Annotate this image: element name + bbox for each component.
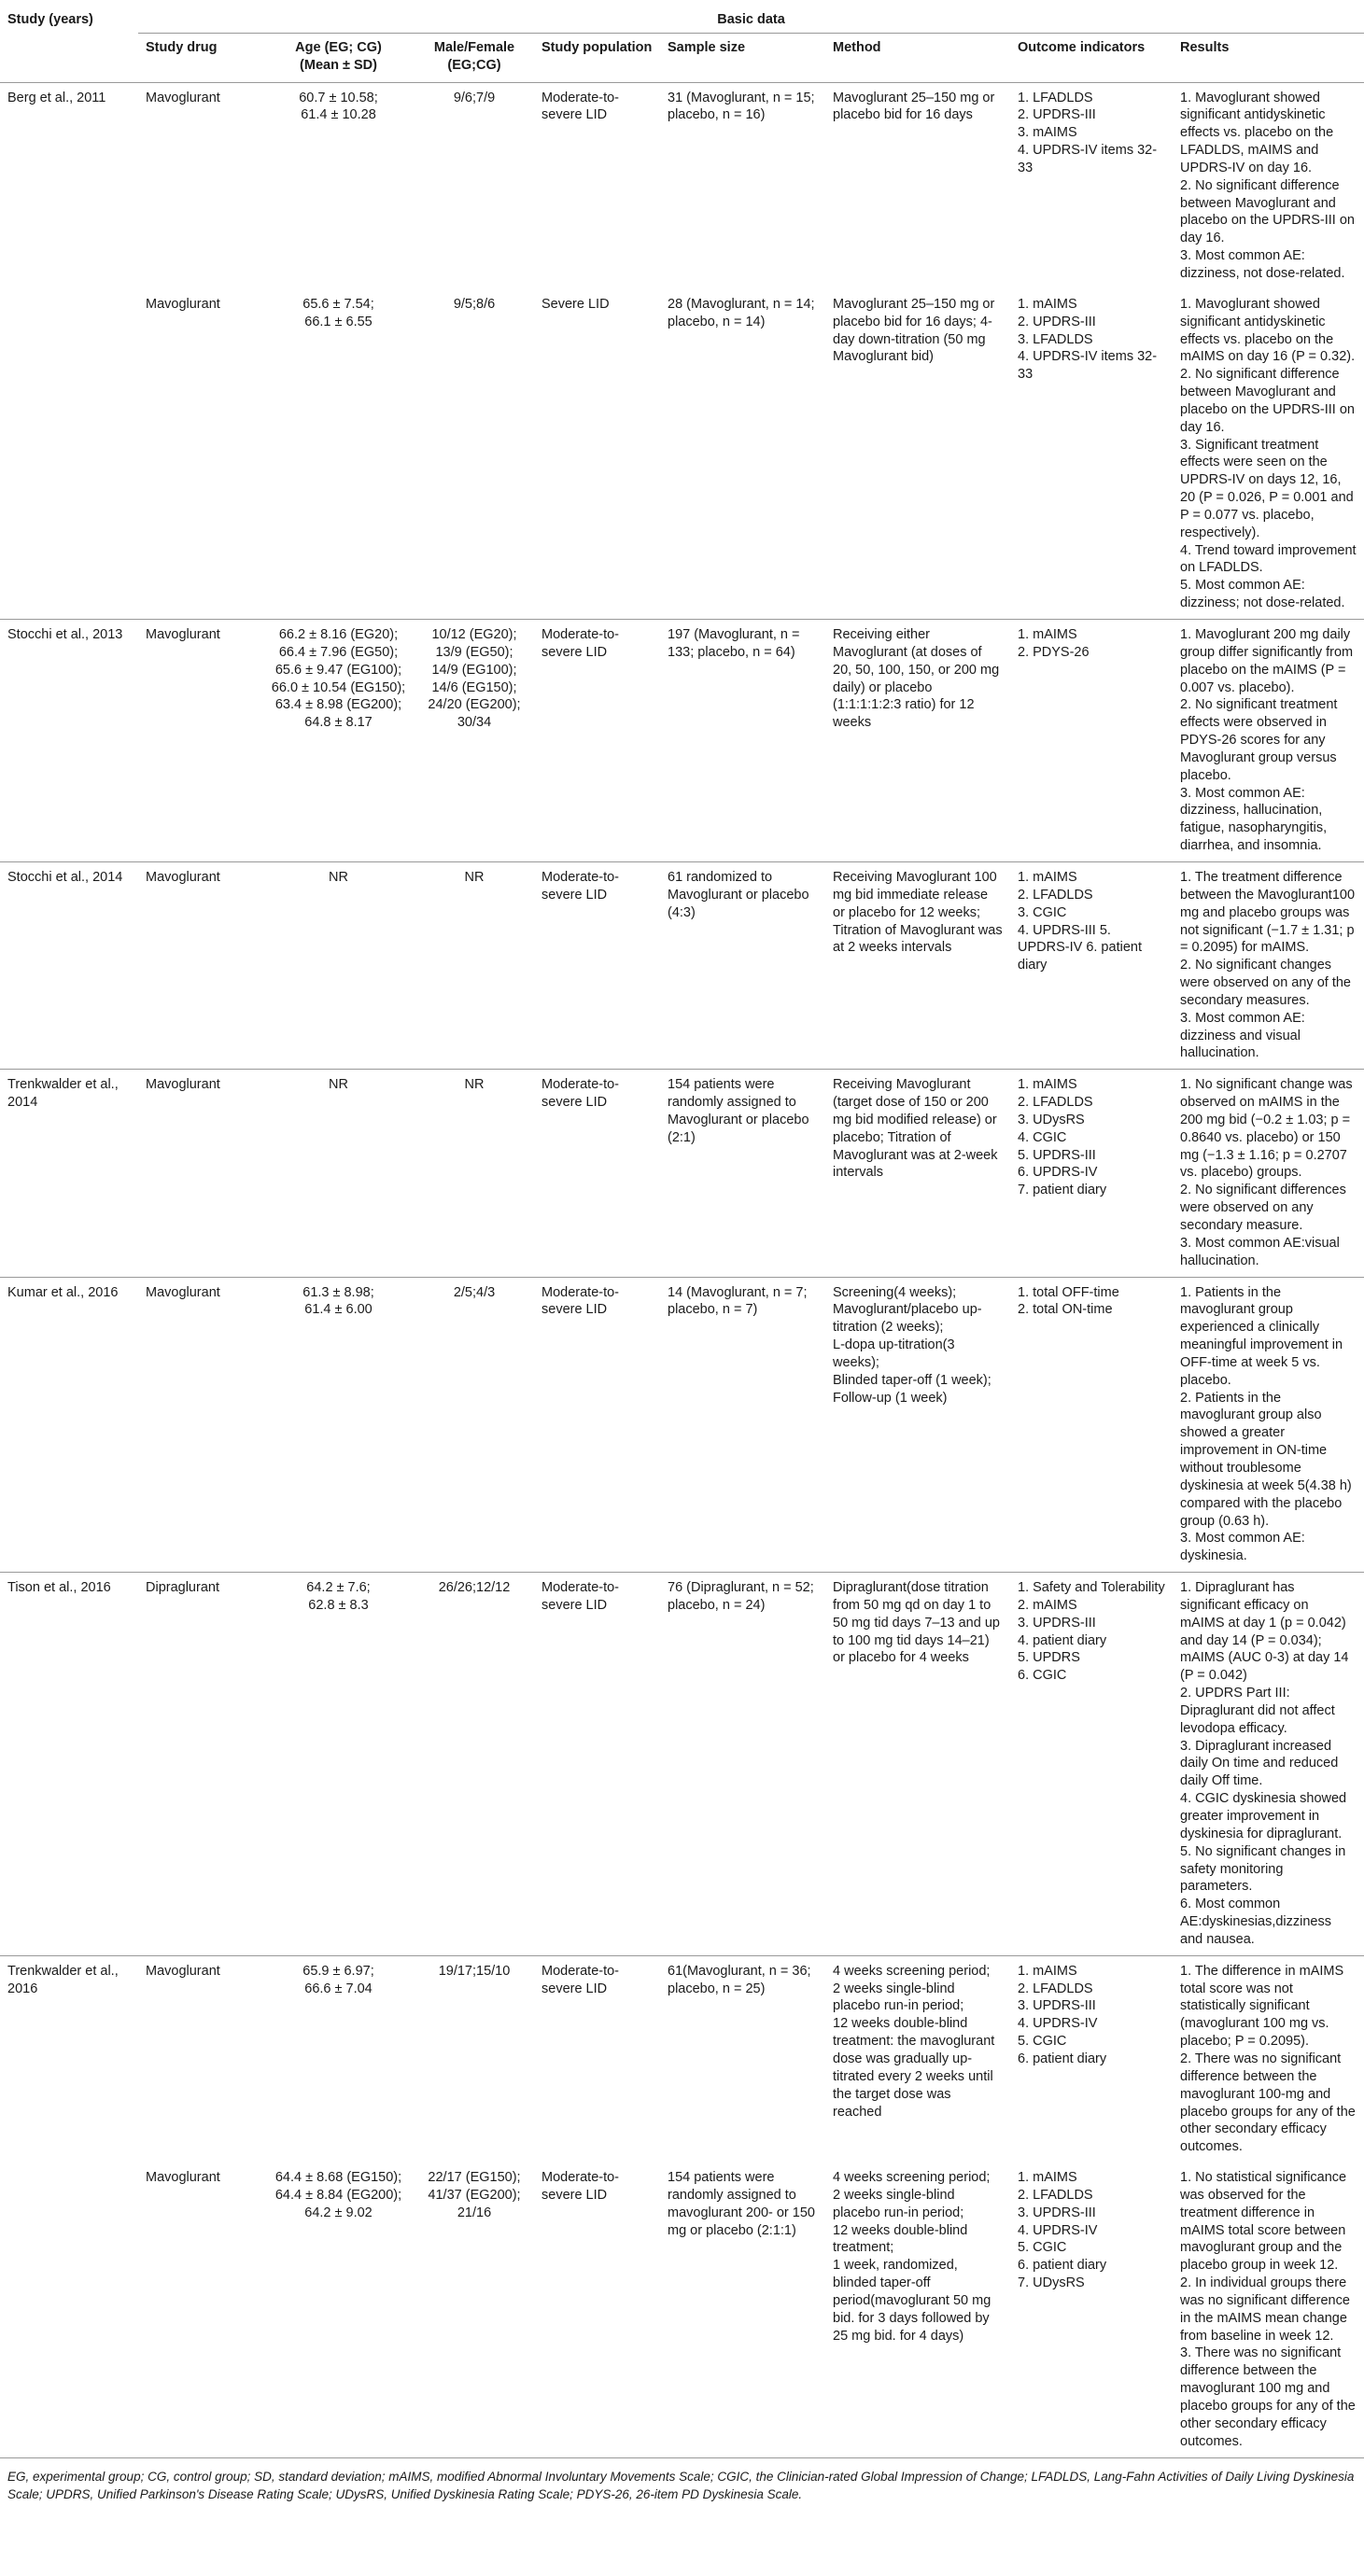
cell-outcomes-line: 4. UPDRS-IV items 32-33 [1018, 143, 1158, 175]
cell-outcomes-line: 6. patient diary [1018, 2258, 1107, 2274]
cell-outcomes-line: 1. Safety and Tolerability [1018, 1580, 1165, 1596]
cell-results-line: 3. Most common AE:visual hallucination. [1180, 1235, 1340, 1268]
cell-results-line: 2. No significant treatment effects were observed in PDYS-26 scores for any Mavoglurant group versus placebo. [1180, 697, 1338, 783]
cell-sample-size: 154 patients were randomly assigned to Mavoglurant or placebo (2:1) [660, 1070, 825, 1277]
cell-outcomes-line: 2. UPDRS-III [1018, 314, 1096, 329]
cell-sex-line: NR [464, 1077, 485, 1093]
table-row [0, 861, 1364, 1069]
cell-age-line: 64.4 ± 8.84 (EG200); [274, 2187, 402, 2203]
cell-age [262, 1070, 415, 1277]
cell-outcomes-line: 6. CGIC [1018, 1668, 1067, 1684]
cell-outcomes-line: 2. UPDRS-III [1018, 107, 1096, 123]
cell-sex [415, 82, 534, 289]
cell-sex [415, 1277, 534, 1573]
cell-sex [415, 861, 534, 1069]
cell-study: Stocchi et al., 2013 [0, 620, 138, 862]
cell-sample-size: 197 (Mavoglurant, n = 133; placebo, n = 64) [660, 620, 825, 862]
cell-study: Kumar et al., 2016 [0, 1277, 138, 1573]
cell-age [262, 861, 415, 1069]
cell-outcomes-line: 4. UPDRS-IV [1018, 2222, 1098, 2238]
cell-outcomes-line: 2. mAIMS [1018, 1597, 1077, 1613]
cell-outcomes-line: 1. mAIMS [1018, 2170, 1077, 2186]
cell-method-line: L-dopa up-titration(3 weeks); [833, 1337, 955, 1370]
cell-results [1173, 1573, 1364, 1956]
table-row [0, 1277, 1364, 1573]
cell-method-line: 12 weeks double-blind treatment; [833, 2222, 968, 2256]
table-row [0, 620, 1364, 862]
cell-results-line: 2. No significant differences were observed on any secondary measure. [1180, 1183, 1346, 1233]
table-body [0, 82, 1364, 2457]
cell-method [825, 1277, 1010, 1573]
cell-method-line: Receiving Mavoglurant 100 mg bid immediate release or placebo for 12 weeks; Titration of Mavoglurant was at 2 weeks intervals [833, 869, 1003, 956]
cell-sex-line: 24/20 (EG200); [428, 697, 521, 713]
cell-outcomes-line: 5. UPDRS-III [1018, 1147, 1096, 1163]
header-population: Study population [534, 33, 660, 82]
cell-age-line: 64.2 ± 7.6; [306, 1580, 371, 1596]
cell-population: Moderate-to-severe LID [534, 82, 660, 289]
cell-age-line: 66.1 ± 6.55 [304, 314, 373, 329]
table-row [0, 1573, 1364, 1956]
cell-outcomes [1010, 620, 1173, 862]
cell-sex-line: 41/37 (EG200); [428, 2187, 521, 2203]
cell-drug: Mavoglurant [146, 296, 220, 312]
header-study-drug: Study drug [138, 33, 262, 82]
cell-population: Moderate-to-severe LID [534, 1573, 660, 1956]
cell-age [262, 2163, 415, 2457]
cell-sex [415, 2163, 534, 2457]
cell-population: Moderate-to-severe LID [534, 1070, 660, 1277]
cell-drug: Mavoglurant [138, 620, 262, 862]
cell-drug: Mavoglurant [138, 82, 262, 289]
header-age-line: Age (EG; CG) [295, 39, 382, 55]
cell-age-line: 64.2 ± 9.02 [304, 2205, 373, 2220]
cell-sex [415, 1573, 534, 1956]
cell-outcomes-line: 3. UPDRS-III [1018, 1615, 1096, 1631]
cell-sex-line: 19/17;15/10 [438, 1963, 511, 1979]
cell-outcomes-line: 6. UPDRS-IV [1018, 1165, 1098, 1181]
cell-outcomes [1010, 861, 1173, 1069]
cell-sex-line: 14/9 (EG100); [431, 662, 517, 678]
cell-results-line: 1. Mavoglurant showed significant antidyskinetic effects vs. placebo on the LFADLDS, mAIMS and UPDRS-IV on day 16. [1180, 90, 1334, 175]
cell-age-line: 64.4 ± 8.68 (EG150); [274, 2170, 402, 2186]
cell-method [825, 2163, 1010, 2457]
cell-outcomes [1010, 1277, 1173, 1573]
cell-population: Severe LID [541, 296, 610, 312]
cell-results-line: 2. Patients in the mavoglurant group also showed a greater improvement in ON-time without troublesome dyskinesia at week 5(4.38 h) compared with the placebo group (0.63 h). [1180, 1390, 1352, 1529]
cell-drug: Mavoglurant [138, 1955, 262, 2163]
header-sample-size: Sample size [660, 33, 825, 82]
cell-results [1173, 1955, 1364, 2163]
cell-drug: Mavoglurant [146, 2170, 220, 2186]
cell-outcomes-line: 3. UDysRS [1018, 1112, 1085, 1127]
cell-method-line: Mavoglurant/placebo up-titration (2 weeks); [833, 1302, 982, 1336]
cell-outcomes-line: 4. patient diary [1018, 1632, 1107, 1648]
cell-study [0, 289, 138, 620]
table-footnote: EG, experimental group; CG, control group; SD, standard deviation; mAIMS, modified Abnormal Involuntary Movements Scale; CGIC, the Clinician-rated Global Impression of Change; LFADLDS, Lang-Fahn Activities of Daily Living Dyskinesia Scale; UPDRS, Unified Parkinson's Disease Rating Scale; UDysRS, Unified Dyskinesia Rating Scale; PDYS-26, 26-item PD Dyskinesia Scale. [0, 2457, 1364, 2504]
cell-population: Moderate-to-severe LID [534, 620, 660, 862]
cell-outcomes-line: 3. LFADLDS [1018, 331, 1093, 347]
cell-method-line: 4 weeks screening period; [833, 2170, 991, 2186]
cell-sample-size: 61 randomized to Mavoglurant or placebo (4:3) [660, 861, 825, 1069]
cell-sex [415, 620, 534, 862]
table-row [0, 1070, 1364, 1277]
cell-results [1173, 861, 1364, 1069]
cell-drug: Dipraglurant [138, 1573, 262, 1956]
cell-outcomes-line: 3. UPDRS-III [1018, 2205, 1096, 2220]
cell-age-line: 60.7 ± 10.58; [299, 90, 378, 105]
cell-results [1173, 620, 1364, 862]
cell-method-line: Mavoglurant 25–150 mg or placebo bid for 16 days; 4-day down-titration (50 mg Mavoglurant bid) [833, 296, 995, 365]
cell-results-line: 3. Most common AE: dizziness and visual hallucination. [1180, 1010, 1305, 1061]
cell-outcomes-line: 1. mAIMS [1018, 296, 1077, 312]
cell-sex-line: 30/34 [457, 715, 492, 731]
cell-sex-line: 9/6;7/9 [453, 90, 496, 105]
cell-age-line: 61.4 ± 6.00 [304, 1302, 373, 1318]
cell-method [825, 82, 1010, 289]
cell-method-line: Receiving Mavoglurant (target dose of 150 or 200 mg bid modified release) or placebo; Titration of Mavoglurant was at 2-week intervals [833, 1077, 998, 1181]
table-row [0, 1955, 1364, 2163]
cell-results [1173, 82, 1364, 289]
cell-study: Trenkwalder et al., 2014 [0, 1070, 138, 1277]
header-study-years: Study (years) [7, 12, 93, 27]
cell-results-line: 2. No significant difference between Mavoglurant and placebo on the UPDRS-III on day 16. [1180, 177, 1355, 246]
cell-method-line: 2 weeks single-blind placebo run-in period; [833, 1981, 964, 2014]
cell-age [262, 1573, 415, 1956]
cell-age-line: 65.9 ± 6.97; [302, 1963, 374, 1979]
cell-results-line: 1. The difference in mAIMS total score was not statistically significant (mavoglurant 100 mg vs. placebo; P = 0.2095). [1180, 1963, 1344, 2050]
header-age-line: (Mean ± SD) [300, 57, 377, 73]
header-results: Results [1173, 33, 1364, 82]
cell-study: Stocchi et al., 2014 [0, 861, 138, 1069]
cell-outcomes [1010, 289, 1173, 620]
cell-results-line: 6. Most common AE:dyskinesias,dizziness and nausea. [1180, 1897, 1331, 1947]
cell-outcomes-line: 6. patient diary [1018, 2051, 1107, 2066]
cell-outcomes-line: 3. mAIMS [1018, 125, 1077, 141]
cell-results-line: 2. There was no significant difference between the mavoglurant 100-mg and placebo groups for any of the other secondary efficacy outcomes. [1180, 2051, 1356, 2155]
cell-results-line: 3. Most common AE: dizziness, not dose-related. [1180, 248, 1345, 281]
cell-age-line: 64.8 ± 8.17 [304, 715, 373, 731]
cell-outcomes-line: 4. UPDRS-IV items 32-33 [1018, 349, 1158, 383]
cell-results-line: 1. The treatment difference between the Mavoglurant100 mg and placebo groups was not significant (−1.7 ± 1.31; p = 0.2095) for mAIMS. [1180, 869, 1356, 956]
cell-sex-line: 13/9 (EG50); [435, 644, 513, 660]
cell-age-line: 66.6 ± 7.04 [304, 1981, 373, 1996]
cell-outcomes [1010, 1955, 1173, 2163]
cell-age-line: NR [329, 1077, 348, 1093]
cell-method-line: 4 weeks screening period; [833, 1963, 991, 1979]
cell-sex [415, 289, 534, 620]
header-age [262, 33, 415, 82]
cell-outcomes-line: 2. total ON-time [1018, 1302, 1113, 1318]
cell-outcomes [1010, 2163, 1173, 2457]
cell-method [825, 620, 1010, 862]
header-sex-line: (EG;CG) [447, 57, 501, 73]
cell-study [0, 2163, 138, 2457]
cell-method-line: 12 weeks double-blind treatment: the mavoglurant dose was gradually up-titrated every 2 weeks until the target dose was reached [833, 2016, 995, 2120]
cell-outcomes-line: 2. LFADLDS [1018, 2187, 1093, 2203]
cell-age-line: 65.6 ± 9.47 (EG100); [274, 662, 402, 678]
cell-results-line: 3. Most common AE: dizziness, hallucination, fatigue, nasopharyngitis, diarrhea, and insomnia. [1180, 785, 1328, 854]
cell-method [825, 1955, 1010, 2163]
cell-outcomes-line: 7. patient diary [1018, 1183, 1107, 1198]
cell-outcomes-line: 5. CGIC [1018, 2240, 1067, 2256]
cell-results-line: 5. Most common AE: dizziness; not dose-related. [1180, 578, 1345, 611]
cell-outcomes-line: 1. LFADLDS [1018, 90, 1093, 105]
cell-outcomes-line: 2. LFADLDS [1018, 1981, 1093, 1996]
cell-outcomes-line: 3. CGIC [1018, 904, 1067, 920]
cell-age-line: 66.0 ± 10.54 (EG150); [271, 679, 406, 695]
cell-drug: Mavoglurant [138, 1070, 262, 1277]
cell-results-line: 2. No significant changes were observed on any of the secondary measures. [1180, 958, 1351, 1008]
cell-outcomes-line: 1. mAIMS [1018, 1077, 1077, 1093]
cell-method [825, 861, 1010, 1069]
header-sex-line: Male/Female [433, 39, 515, 55]
cell-study: Berg et al., 2011 [0, 82, 138, 289]
cell-results [1173, 1277, 1364, 1573]
cell-outcomes-line: 4. CGIC [1018, 1129, 1067, 1145]
cell-sample-size: 76 (Dipraglurant, n = 52; placebo, n = 24) [660, 1573, 825, 1956]
cell-method-line: 2 weeks single-blind placebo run-in period; [833, 2187, 964, 2220]
cell-sample-size: 31 (Mavoglurant, n = 15; placebo, n = 16) [660, 82, 825, 289]
cell-results-line: 2. UPDRS Part III: Dipraglurant did not affect levodopa efficacy. [1180, 1686, 1335, 1736]
cell-results [1173, 289, 1364, 620]
cell-age [262, 1277, 415, 1573]
cell-method-line: Dipraglurant(dose titration from 50 mg qd on day 1 to 50 mg tid days 7–13 and up to 100 mg tid days 14–21) or placebo for 4 weeks [833, 1580, 1000, 1666]
cell-outcomes-line: 5. UPDRS [1018, 1650, 1080, 1666]
header-outcomes: Outcome indicators [1010, 33, 1173, 82]
cell-outcomes [1010, 1573, 1173, 1956]
cell-results [1173, 1070, 1364, 1277]
cell-method [825, 1573, 1010, 1956]
cell-drug: Mavoglurant [138, 1277, 262, 1573]
cell-method [825, 289, 1010, 620]
cell-age-line: 66.4 ± 7.96 (EG50); [278, 644, 399, 660]
cell-study: Tison et al., 2016 [0, 1573, 138, 1956]
cell-outcomes-line: 3. UPDRS-III [1018, 1998, 1096, 2014]
cell-outcomes-line: 2. LFADLDS [1018, 887, 1093, 903]
cell-outcomes-line: 1. mAIMS [1018, 869, 1077, 885]
cell-sex [415, 1070, 534, 1277]
cell-outcomes-line: 5. CGIC [1018, 2034, 1067, 2050]
cell-results-line: 1. Mavoglurant showed significant antidyskinetic effects vs. placebo on the mAIMS on day 16 (P = 0.32). [1180, 296, 1356, 365]
cell-age-line: 63.4 ± 8.98 (EG200); [274, 697, 402, 713]
cell-age-line: NR [329, 869, 348, 885]
cell-results-line: 1. No significant change was observed on mAIMS in the 200 mg bid (−0.2 ± 1.03; p = 0.8640 vs. placebo) or 150 mg (−1.3 ± 1.16; p = 0.2707 vs. placebo) groups. [1180, 1077, 1353, 1181]
cell-outcomes-line: 1. total OFF-time [1018, 1284, 1119, 1300]
cell-sex-line: 9/5;8/6 [453, 296, 496, 312]
cell-results [1173, 2163, 1364, 2457]
table-row [0, 2163, 1364, 2457]
cell-results-line: 2. In individual groups there was no significant difference in the mAIMS mean change from baseline in week 12. [1180, 2275, 1350, 2344]
cell-results-line: 1. Mavoglurant 200 mg daily group differ significantly from placebo on the mAIMS (P = 0.007 vs. placebo). [1180, 627, 1354, 695]
header-row-1 [0, 6, 1364, 33]
cell-results-line: 4. Trend toward improvement on LFADLDS. [1180, 542, 1357, 576]
cell-population: Moderate-to-severe LID [541, 2170, 620, 2203]
cell-outcomes-line: 2. LFADLDS [1018, 1095, 1093, 1111]
cell-results-line: 3. Significant treatment effects were seen on the UPDRS-IV on days 12, 16, 20 (P = 0.026, P = 0.001 and P = 0.077 vs. placebo, respectively). [1180, 437, 1354, 540]
cell-sex-line: NR [464, 869, 485, 885]
cell-age-line: 65.6 ± 7.54; [302, 296, 374, 312]
cell-outcomes-line: 4. UPDRS-III 5. UPDRS-IV 6. patient diary [1018, 922, 1142, 973]
header-row-2 [0, 33, 1364, 82]
cell-age-line: 62.8 ± 8.3 [308, 1597, 369, 1613]
cell-results-line: 1. Patients in the mavoglurant group experienced a clinically meaningful improvement in OFF-time at week 5 vs. placebo. [1180, 1284, 1343, 1388]
cell-method-line: Mavoglurant 25–150 mg or placebo bid for 16 days [833, 90, 995, 123]
cell-method [825, 1070, 1010, 1277]
cell-age [262, 82, 415, 289]
cell-results-line: 3. There was no significant difference between the mavoglurant 100 mg and placebo groups for any of the other secondary efficacy outcomes. [1180, 2345, 1356, 2449]
cell-method-line: Follow-up (1 week) [833, 1390, 948, 1406]
cell-study: Trenkwalder et al., 2016 [0, 1955, 138, 2163]
cell-results-line: 4. CGIC dyskinesia showed greater improvement in dyskinesia for dipraglurant. [1180, 1791, 1347, 1841]
cell-results-line: 1. Dipraglurant has significant efficacy on mAIMS at day 1 (p = 0.042) and day 14 (P = 0.034); mAIMS (AUC 0-3) at day 14 (P = 0.042) [1180, 1580, 1349, 1684]
cell-sex-line: 10/12 (EG20); [431, 627, 517, 642]
cell-sex-line: 26/26;12/12 [438, 1580, 511, 1596]
cell-sample-size: 61(Mavoglurant, n = 36; placebo, n = 25) [660, 1955, 825, 2163]
cell-method-line: Screening(4 weeks); [833, 1284, 957, 1300]
cell-population: Moderate-to-severe LID [534, 861, 660, 1069]
study-table [0, 6, 1364, 2457]
cell-sex-line: 14/6 (EG150); [431, 679, 517, 695]
cell-sex-line: 21/16 [457, 2205, 492, 2220]
cell-outcomes-line: 7. UDysRS [1018, 2275, 1085, 2291]
cell-age-line: 61.4 ± 10.28 [301, 107, 376, 123]
cell-age [262, 620, 415, 862]
table-row [0, 82, 1364, 289]
cell-sex-line: 2/5;4/3 [453, 1284, 496, 1300]
cell-population: Moderate-to-severe LID [534, 1277, 660, 1573]
cell-age-line: 66.2 ± 8.16 (EG20); [278, 627, 399, 642]
cell-results-line: 3. Most common AE: dyskinesia. [1180, 1531, 1305, 1564]
cell-outcomes [1010, 82, 1173, 289]
cell-sample-size: 14 (Mavoglurant, n = 7; placebo, n = 7) [660, 1277, 825, 1573]
cell-population: Moderate-to-severe LID [534, 1955, 660, 2163]
cell-results-line: 5. No significant changes in safety monitoring parameters. [1180, 1843, 1346, 1895]
cell-sex [415, 1955, 534, 2163]
cell-method-line: 1 week, randomized, blinded taper-off period(mavoglurant 50 mg bid. for 3 days followed by 25 mg bid. for 4 days) [833, 2258, 991, 2344]
cell-age [262, 289, 415, 620]
cell-drug: Mavoglurant [138, 861, 262, 1069]
cell-results-line: 2. No significant difference between Mavoglurant and placebo on the UPDRS-III on day 16. [1180, 367, 1355, 435]
header-method: Method [825, 33, 1010, 82]
header-basic-data: Basic data [138, 6, 1364, 33]
table-row [0, 289, 1364, 620]
cell-sample-size: 154 patients were randomly assigned to mavoglurant 200- or 150 mg or placebo (2:1:1) [668, 2170, 815, 2238]
cell-outcomes-line: 1. mAIMS [1018, 1963, 1077, 1979]
cell-outcomes-line: 2. PDYS-26 [1018, 644, 1090, 660]
header-sex [415, 33, 534, 82]
cell-sample-size: 28 (Mavoglurant, n = 14; placebo, n = 14) [668, 296, 815, 329]
cell-age-line: 61.3 ± 8.98; [302, 1284, 374, 1300]
cell-method-line: Blinded taper-off (1 week); [833, 1372, 991, 1388]
cell-outcomes-line: 4. UPDRS-IV [1018, 2016, 1098, 2032]
cell-outcomes-line: 1. mAIMS [1018, 627, 1077, 642]
cell-age [262, 1955, 415, 2163]
cell-results-line: 1. No statistical significance was observed for the treatment difference in mAIMS total score between mavoglurant group and the placebo group in week 12. [1180, 2170, 1347, 2274]
cell-outcomes [1010, 1070, 1173, 1277]
cell-results-line: 3. Dipraglurant increased daily On time and reduced daily Off time. [1180, 1738, 1339, 1789]
cell-sex-line: 22/17 (EG150); [428, 2170, 521, 2186]
cell-method-line: Receiving either Mavoglurant (at doses of 20, 50, 100, 150, or 200 mg daily) or placebo (1:1:1:1:2:3 ratio) for 12 weeks [833, 627, 1000, 731]
